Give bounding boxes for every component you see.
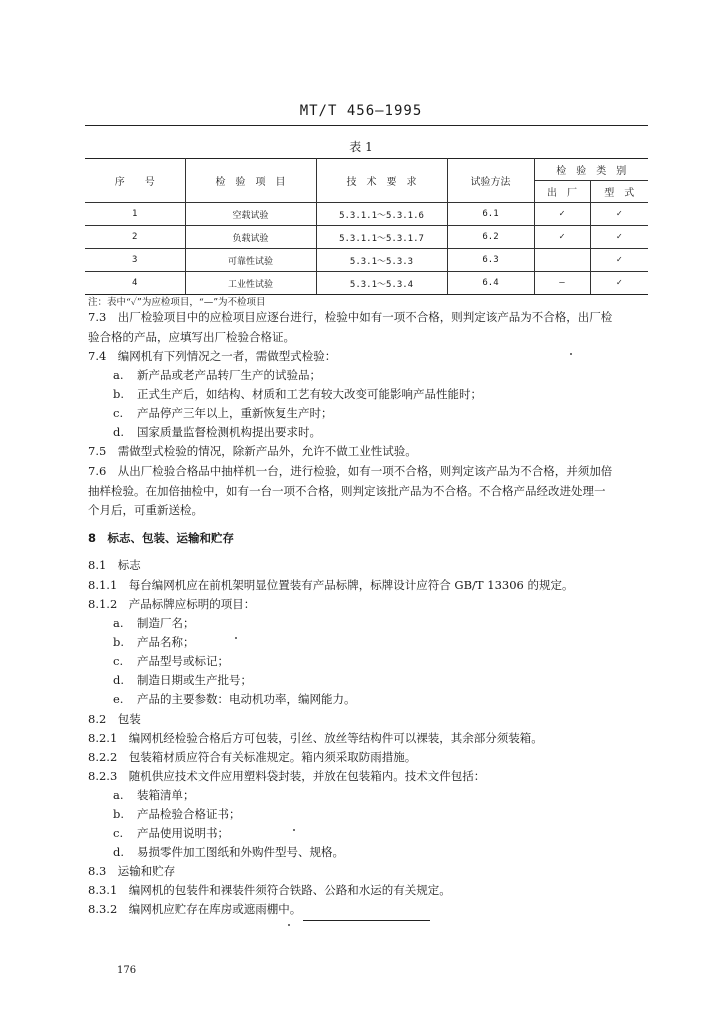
clause-8-1-2: 8.1.2 产品标牌应标明的项目： — [88, 597, 256, 611]
inspection-table — [85, 158, 648, 295]
cell-item: 工业性试验 — [185, 272, 316, 295]
list-text: 装箱清单； — [137, 788, 195, 802]
list-text: 产品的主要参数：电动机功率，编网能力。 — [137, 692, 356, 706]
list-text: 正式生产后，如结构、材质和工艺有较大改变可能影响产品性能时； — [137, 387, 482, 401]
clause-8-2-2: 8.2.2 包装箱材质应符合有关标准规定。箱内须采取防雨措施。 — [88, 750, 417, 764]
cell-no: 2 — [85, 226, 185, 249]
list-item — [113, 844, 344, 860]
list-label: a. — [113, 788, 124, 802]
list-label: b. — [113, 635, 125, 649]
list-text: 新产品或老产品转厂生产的试验品； — [137, 368, 321, 382]
clause-8-1-1: 8.1.1 每台编网机应在前机架明显位置装有产品标牌，标牌设计应符合 GB/T 13306 的规定。 — [88, 578, 574, 592]
cell-method: 6.3 — [447, 249, 534, 272]
header-category: 检 验 类 别 — [534, 159, 648, 181]
list-item — [113, 691, 356, 707]
table-caption: 表 1 — [349, 140, 373, 154]
cell-factory-check: ✓ — [534, 203, 590, 226]
clause-8-2-3: 8.2.3 随机供应技术文件应用塑料袋封装，并放在包装箱内。技术文件包括： — [88, 769, 486, 783]
table-row — [85, 226, 648, 249]
list-text: 产品使用说明书； — [137, 826, 229, 840]
cell-req: 5.3.1.1～5.3.1.7 — [316, 226, 447, 249]
header-method: 试验方法 — [447, 159, 534, 203]
clause-7-3-line2: 验合格的产品，应填写出厂检验合格证。 — [88, 330, 295, 344]
cell-item: 负载试验 — [185, 226, 316, 249]
list-text: 制造日期或生产批号； — [137, 673, 252, 687]
list-text: 产品型号或标记； — [137, 654, 229, 668]
scan-speck — [570, 353, 572, 355]
list-label: d. — [113, 425, 125, 439]
cell-type-check: ✓ — [590, 249, 648, 272]
list-item — [113, 806, 241, 822]
list-text: 制造厂名； — [137, 616, 195, 630]
section-8-3-heading: 8.3 运输和贮存 — [88, 864, 176, 878]
clause-7-6-line2: 抽样检验。在加倍抽检中，如有一台一项不合格，则判定该批产品为不合格。不合格产品经改进处理一 — [88, 484, 606, 498]
table-row — [85, 203, 648, 226]
list-item — [113, 825, 229, 841]
list-label: b. — [113, 807, 125, 821]
cell-factory-check: ✓ — [534, 226, 590, 249]
cell-req: 5.3.1.1～5.3.1.6 — [316, 203, 447, 226]
list-label: b. — [113, 387, 125, 401]
list-label: c. — [113, 654, 124, 668]
section-8-heading: 8 标志、包装、运输和贮存 — [88, 531, 235, 545]
section-8-1-heading: 8.1 标志 — [88, 558, 141, 572]
cell-no: 1 — [85, 203, 185, 226]
cell-method: 6.2 — [447, 226, 534, 249]
header-type: 型 式 — [590, 181, 648, 203]
list-label: c. — [113, 406, 124, 420]
table-note: 注：表中“✓”为应检项目，“—”为不检项目 — [88, 297, 266, 308]
cell-method: 6.4 — [447, 272, 534, 295]
header-item: 检 验 项 目 — [185, 159, 316, 203]
clause-7-4: 7.4 编网机有下列情况之一者，需做型式检验： — [88, 349, 337, 363]
scan-speck — [293, 829, 295, 831]
cell-type-check: ✓ — [590, 226, 648, 249]
list-text: 产品名称； — [137, 635, 195, 649]
scan-speck — [288, 924, 290, 926]
cell-item: 空载试验 — [185, 203, 316, 226]
header-factory: 出 厂 — [534, 181, 590, 203]
list-text: 易损零件加工图纸和外购件型号、规格。 — [137, 845, 344, 859]
list-item — [113, 615, 195, 631]
cell-factory-check — [534, 249, 590, 272]
list-item — [113, 634, 195, 650]
cell-req: 5.3.1～5.3.4 — [316, 272, 447, 295]
list-text: 产品检验合格证书； — [137, 807, 241, 821]
clause-8-3-2: 8.3.2 编网机应贮存在库房或遮雨棚中。 — [88, 902, 302, 916]
end-rule — [303, 920, 430, 921]
clause-7-3-line1: 7.3 出厂检验项目中的应检项目应逐台进行，检验中如有一项不合格，则判定该产品为不合格，出厂检 — [88, 310, 613, 324]
standard-code-header: MT/T 456—1995 — [299, 103, 423, 119]
list-item — [113, 405, 333, 421]
list-label: c. — [113, 826, 124, 840]
clause-8-2-1: 8.2.1 编网机经检验合格后方可包装，引丝、放丝等结构件可以裸装，其余部分须装箱。 — [88, 731, 543, 745]
cell-req: 5.3.1～5.3.3 — [316, 249, 447, 272]
list-item — [113, 424, 321, 440]
list-label: e. — [113, 692, 124, 706]
table-row — [85, 272, 648, 295]
list-label: d. — [113, 673, 125, 687]
cell-method: 6.1 — [447, 203, 534, 226]
cell-type-check: ✓ — [590, 272, 648, 295]
list-text: 国家质量监督检测机构提出要求时。 — [137, 425, 321, 439]
clause-8-3-1: 8.3.1 编网机的包装件和裸装件须符合铁路、公路和水运的有关规定。 — [88, 883, 451, 897]
table-row — [85, 249, 648, 272]
header-requirement: 技 术 要 求 — [316, 159, 447, 203]
list-item — [113, 787, 195, 803]
clause-7-6-line1: 7.6 从出厂检验合格品中抽样机一台，进行检验，如有一项不合格，则判定该产品为不合格，并须加倍 — [88, 464, 613, 478]
list-item — [113, 672, 252, 688]
section-8-2-heading: 8.2 包装 — [88, 712, 141, 726]
list-label: d. — [113, 845, 125, 859]
list-label: a. — [113, 368, 124, 382]
clause-7-6-line3: 个月后，可重新送检。 — [88, 503, 203, 517]
list-item — [113, 386, 482, 402]
header-rule — [85, 125, 648, 126]
list-item — [113, 653, 229, 669]
header-seq: 序 号 — [85, 159, 185, 203]
cell-no: 4 — [85, 272, 185, 295]
cell-no: 3 — [85, 249, 185, 272]
list-item — [113, 367, 321, 383]
cell-item: 可靠性试验 — [185, 249, 316, 272]
scan-speck — [235, 637, 237, 639]
cell-type-check: ✓ — [590, 203, 648, 226]
list-label: a. — [113, 616, 124, 630]
page-number: 176 — [117, 965, 137, 976]
clause-7-5: 7.5 需做型式检验的情况，除新产品外，允许不做工业性试验。 — [88, 444, 417, 458]
cell-factory-check: — — [534, 272, 590, 295]
list-text: 产品停产三年以上，重新恢复生产时； — [137, 406, 333, 420]
